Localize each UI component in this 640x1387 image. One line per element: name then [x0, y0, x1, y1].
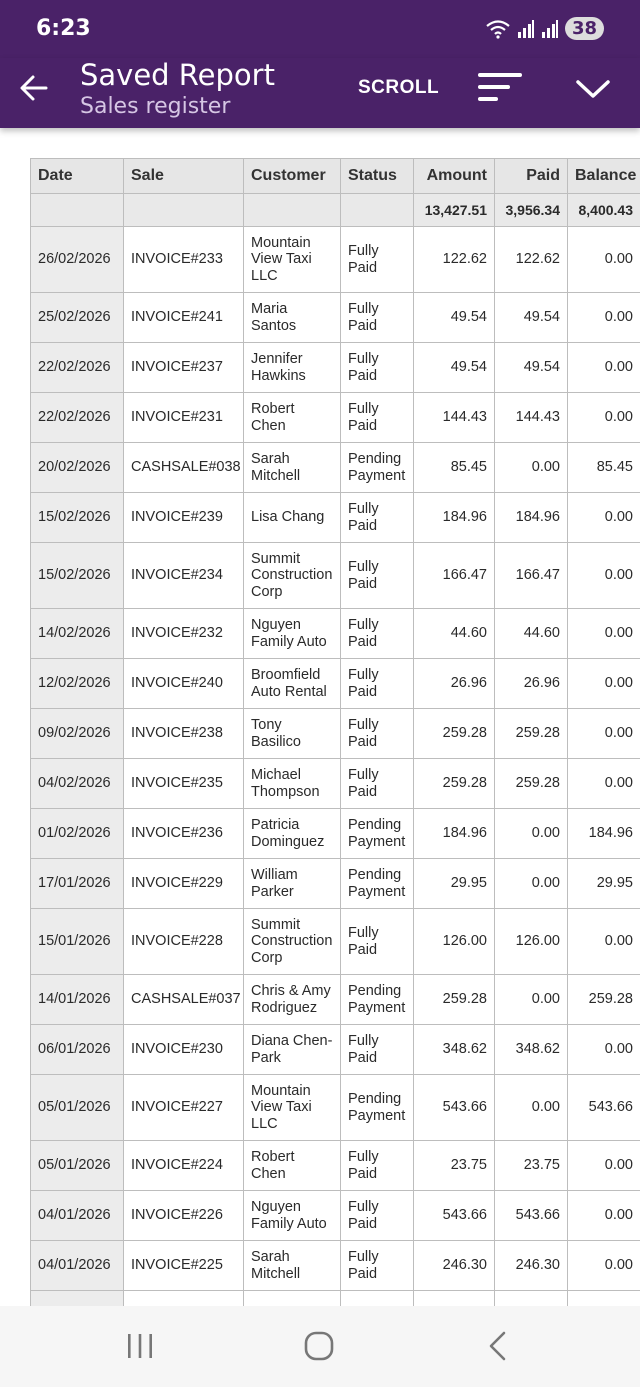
column-header-status[interactable]: Status	[341, 159, 414, 194]
cell-balance: 29.95	[568, 859, 640, 909]
cell-balance: 0.00	[568, 1025, 640, 1075]
cell-amount: 49.54	[414, 343, 495, 393]
cell-status: Fully Paid	[341, 709, 414, 759]
cell-amount: 85.45	[414, 443, 495, 493]
cell-paid: 259.28	[495, 709, 568, 759]
column-header-date[interactable]: Date	[31, 159, 124, 194]
table-row[interactable]	[31, 609, 640, 659]
cell-paid: 348.62	[495, 1025, 568, 1075]
cell-paid: 166.47	[495, 543, 568, 609]
cell-balance: 184.96	[568, 809, 640, 859]
cell-date: 17/01/2026	[31, 859, 124, 909]
status-time: 6:23	[36, 16, 91, 41]
signal-icon	[517, 19, 535, 39]
cell-status: Fully Paid	[341, 227, 414, 293]
cell-paid: 0.00	[495, 859, 568, 909]
totals-empty	[341, 194, 414, 227]
totals-empty	[244, 194, 341, 227]
sort-icon[interactable]	[476, 70, 524, 104]
table-row[interactable]	[31, 493, 640, 543]
cell-date: 26/02/2026	[31, 227, 124, 293]
cell-paid: 184.96	[495, 493, 568, 543]
table-row[interactable]	[31, 1191, 640, 1241]
cell-sale: INVOICE#236	[124, 809, 244, 859]
cell-sale: INVOICE#235	[124, 759, 244, 809]
cell-paid: 259.28	[495, 759, 568, 809]
cell-customer: Jennifer Hawkins	[244, 343, 341, 393]
cell-date: 14/02/2026	[31, 609, 124, 659]
table-row[interactable]	[31, 659, 640, 709]
cell-status: Pending Payment	[341, 1075, 414, 1141]
cell-paid: 0.00	[495, 1075, 568, 1141]
table-row[interactable]	[31, 709, 640, 759]
cell-date: 15/02/2026	[31, 493, 124, 543]
battery-icon: 38	[565, 17, 604, 40]
cell-amount: 29.95	[414, 859, 495, 909]
cell-paid: 26.96	[495, 659, 568, 709]
cell-balance: 0.00	[568, 1241, 640, 1291]
table-row[interactable]	[31, 975, 640, 1025]
cell-status: Fully Paid	[341, 659, 414, 709]
column-header-customer[interactable]: Customer	[244, 159, 341, 194]
scroll-button[interactable]: SCROLL	[358, 77, 440, 98]
cell-date: 04/02/2026	[31, 759, 124, 809]
cell-status: Fully Paid	[341, 1241, 414, 1291]
cell-paid: 49.54	[495, 343, 568, 393]
cell-date: 04/01/2026	[31, 1241, 124, 1291]
cell-amount: 23.75	[414, 1141, 495, 1191]
table-row[interactable]	[31, 1141, 640, 1191]
cell-sale: INVOICE#238	[124, 709, 244, 759]
cell-customer: Sarah Mitchell	[244, 443, 341, 493]
cell-sale: CASHSALE#037	[124, 975, 244, 1025]
cell-paid: 0.00	[495, 443, 568, 493]
cell-sale: INVOICE#239	[124, 493, 244, 543]
cell-sale: INVOICE#233	[124, 227, 244, 293]
cell-sale: INVOICE#237	[124, 343, 244, 393]
cell-date: 25/02/2026	[31, 293, 124, 343]
cell-paid: 543.66	[495, 1191, 568, 1241]
cell-amount: 348.62	[414, 1025, 495, 1075]
cell-sale: INVOICE#227	[124, 1075, 244, 1141]
cell-paid: 0.00	[495, 975, 568, 1025]
cell-amount: 44.60	[414, 609, 495, 659]
cell-customer: Summit Construction Corp	[244, 543, 341, 609]
cell-sale: INVOICE#231	[124, 393, 244, 443]
cell-paid: 0.00	[495, 809, 568, 859]
cell-customer: Robert Chen	[244, 1141, 341, 1191]
cell-balance: 0.00	[568, 759, 640, 809]
cell-customer: Nguyen Family Auto	[244, 1191, 341, 1241]
cell-balance: 543.66	[568, 1075, 640, 1141]
cell-sale: INVOICE#229	[124, 859, 244, 909]
total-paid: 3,956.34	[495, 194, 568, 227]
cell-balance: 85.45	[568, 443, 640, 493]
cell-status: Fully Paid	[341, 393, 414, 443]
cell-balance: 0.00	[568, 393, 640, 443]
cell-customer: Nguyen Family Auto	[244, 609, 341, 659]
status-bar	[0, 0, 640, 58]
table-row[interactable]	[31, 543, 640, 609]
table-row[interactable]	[31, 809, 640, 859]
cell-amount: 184.96	[414, 493, 495, 543]
cell-customer: William Parker	[244, 859, 341, 909]
cell-sale: INVOICE#232	[124, 609, 244, 659]
back-icon[interactable]	[478, 1330, 518, 1362]
table-row[interactable]	[31, 1241, 640, 1291]
total-balance: 8,400.43	[568, 194, 640, 227]
table-row[interactable]	[31, 909, 640, 975]
totals-empty	[124, 194, 244, 227]
cell-amount: 543.66	[414, 1191, 495, 1241]
cell-balance: 0.00	[568, 1141, 640, 1191]
cell-customer: Sarah Mitchell	[244, 1241, 341, 1291]
cell-paid: 126.00	[495, 909, 568, 975]
cell-balance: 0.00	[568, 609, 640, 659]
column-header-amount[interactable]: Amount	[414, 159, 495, 194]
cell-date: 04/01/2026	[31, 1191, 124, 1241]
cell-sale: INVOICE#224	[124, 1141, 244, 1191]
table-row[interactable]	[31, 1025, 640, 1075]
cell-amount: 166.47	[414, 543, 495, 609]
cell-sale: INVOICE#241	[124, 293, 244, 343]
cell-status: Fully Paid	[341, 1191, 414, 1241]
cell-amount: 259.28	[414, 709, 495, 759]
cell-date: 09/02/2026	[31, 709, 124, 759]
cell-balance: 0.00	[568, 909, 640, 975]
cell-sale: CASHSALE#038	[124, 443, 244, 493]
cell-balance: 0.00	[568, 293, 640, 343]
cell-amount: 122.62	[414, 227, 495, 293]
cell-date: 15/01/2026	[31, 909, 124, 975]
page-title: Saved Report	[80, 58, 275, 92]
cell-amount: 144.43	[414, 393, 495, 443]
cell-balance: 0.00	[568, 343, 640, 393]
cell-sale: INVOICE#230	[124, 1025, 244, 1075]
cell-sale: INVOICE#234	[124, 543, 244, 609]
page-subtitle: Sales register	[80, 94, 231, 119]
cell-date: 12/02/2026	[31, 659, 124, 709]
cell-customer: Tony Basilico	[244, 709, 341, 759]
cell-sale: INVOICE#225	[124, 1241, 244, 1291]
totals-empty	[31, 194, 124, 227]
cell-sale: INVOICE#240	[124, 659, 244, 709]
cell-customer: Maria Santos	[244, 293, 341, 343]
cell-customer: Mountain View Taxi LLC	[244, 1075, 341, 1141]
cell-amount: 49.54	[414, 293, 495, 343]
status-icons	[485, 17, 604, 40]
cell-amount: 259.28	[414, 759, 495, 809]
total-amount: 13,427.51	[414, 194, 495, 227]
cell-customer: Michael Thompson	[244, 759, 341, 809]
wifi-icon	[485, 19, 511, 39]
cell-status: Pending Payment	[341, 443, 414, 493]
cell-paid: 246.30	[495, 1241, 568, 1291]
cell-status: Fully Paid	[341, 543, 414, 609]
cell-amount: 126.00	[414, 909, 495, 975]
table-row[interactable]	[31, 443, 640, 493]
cell-amount: 246.30	[414, 1241, 495, 1291]
cell-balance: 0.00	[568, 1191, 640, 1241]
cell-date: 22/02/2026	[31, 393, 124, 443]
cell-amount: 543.66	[414, 1075, 495, 1141]
totals-row	[31, 194, 640, 227]
cell-customer: Diana Chen-Park	[244, 1025, 341, 1075]
cell-status: Fully Paid	[341, 343, 414, 393]
cell-status: Fully Paid	[341, 759, 414, 809]
cell-paid: 122.62	[495, 227, 568, 293]
table-row[interactable]	[31, 227, 640, 293]
cell-status: Fully Paid	[341, 1141, 414, 1191]
cell-amount: 26.96	[414, 659, 495, 709]
cell-status: Fully Paid	[341, 1025, 414, 1075]
home-icon[interactable]	[299, 1330, 339, 1362]
app-bar	[0, 58, 640, 128]
system-nav-bar	[0, 1306, 640, 1387]
sales-register-table	[30, 158, 640, 1341]
cell-date: 14/01/2026	[31, 975, 124, 1025]
cell-customer: Chris & Amy Rodriguez	[244, 975, 341, 1025]
cell-sale: INVOICE#226	[124, 1191, 244, 1241]
cell-status: Fully Paid	[341, 493, 414, 543]
cell-date: 05/01/2026	[31, 1141, 124, 1191]
cell-date: 15/02/2026	[31, 543, 124, 609]
cell-customer: Summit Construction Corp	[244, 909, 341, 975]
cell-status: Fully Paid	[341, 293, 414, 343]
cell-paid: 49.54	[495, 293, 568, 343]
cell-customer: Robert Chen	[244, 393, 341, 443]
cell-amount: 259.28	[414, 975, 495, 1025]
table-row[interactable]	[31, 859, 640, 909]
cell-customer: Broomfield Auto Rental	[244, 659, 341, 709]
table-row[interactable]	[31, 1075, 640, 1141]
cell-paid: 144.43	[495, 393, 568, 443]
cell-status: Pending Payment	[341, 975, 414, 1025]
recents-icon[interactable]	[120, 1330, 160, 1362]
cell-balance: 0.00	[568, 709, 640, 759]
table-row[interactable]	[31, 343, 640, 393]
cell-sale: INVOICE#228	[124, 909, 244, 975]
cell-customer: Mountain View Taxi LLC	[244, 227, 341, 293]
back-arrow-icon[interactable]	[18, 72, 50, 104]
cell-status: Fully Paid	[341, 909, 414, 975]
column-header-balance[interactable]: Balance	[568, 159, 640, 194]
column-header-paid[interactable]: Paid	[495, 159, 568, 194]
cell-status: Pending Payment	[341, 809, 414, 859]
cell-amount: 184.96	[414, 809, 495, 859]
signal-icon-2	[541, 19, 559, 39]
cell-customer: Patricia Dominguez	[244, 809, 341, 859]
table-row[interactable]	[31, 293, 640, 343]
cell-date: 20/02/2026	[31, 443, 124, 493]
cell-customer: Lisa Chang	[244, 493, 341, 543]
cell-status: Pending Payment	[341, 859, 414, 909]
table-row[interactable]	[31, 393, 640, 443]
cell-balance: 0.00	[568, 227, 640, 293]
cell-balance: 0.00	[568, 493, 640, 543]
cell-date: 05/01/2026	[31, 1075, 124, 1141]
header-row	[31, 159, 640, 194]
cell-paid: 23.75	[495, 1141, 568, 1191]
cell-paid: 44.60	[495, 609, 568, 659]
cell-balance: 259.28	[568, 975, 640, 1025]
chevron-down-icon[interactable]	[574, 74, 612, 104]
cell-balance: 0.00	[568, 543, 640, 609]
cell-date: 06/01/2026	[31, 1025, 124, 1075]
table-row[interactable]	[31, 759, 640, 809]
cell-balance: 0.00	[568, 659, 640, 709]
column-header-sale[interactable]: Sale	[124, 159, 244, 194]
cell-status: Fully Paid	[341, 609, 414, 659]
cell-date: 01/02/2026	[31, 809, 124, 859]
cell-date: 22/02/2026	[31, 343, 124, 393]
